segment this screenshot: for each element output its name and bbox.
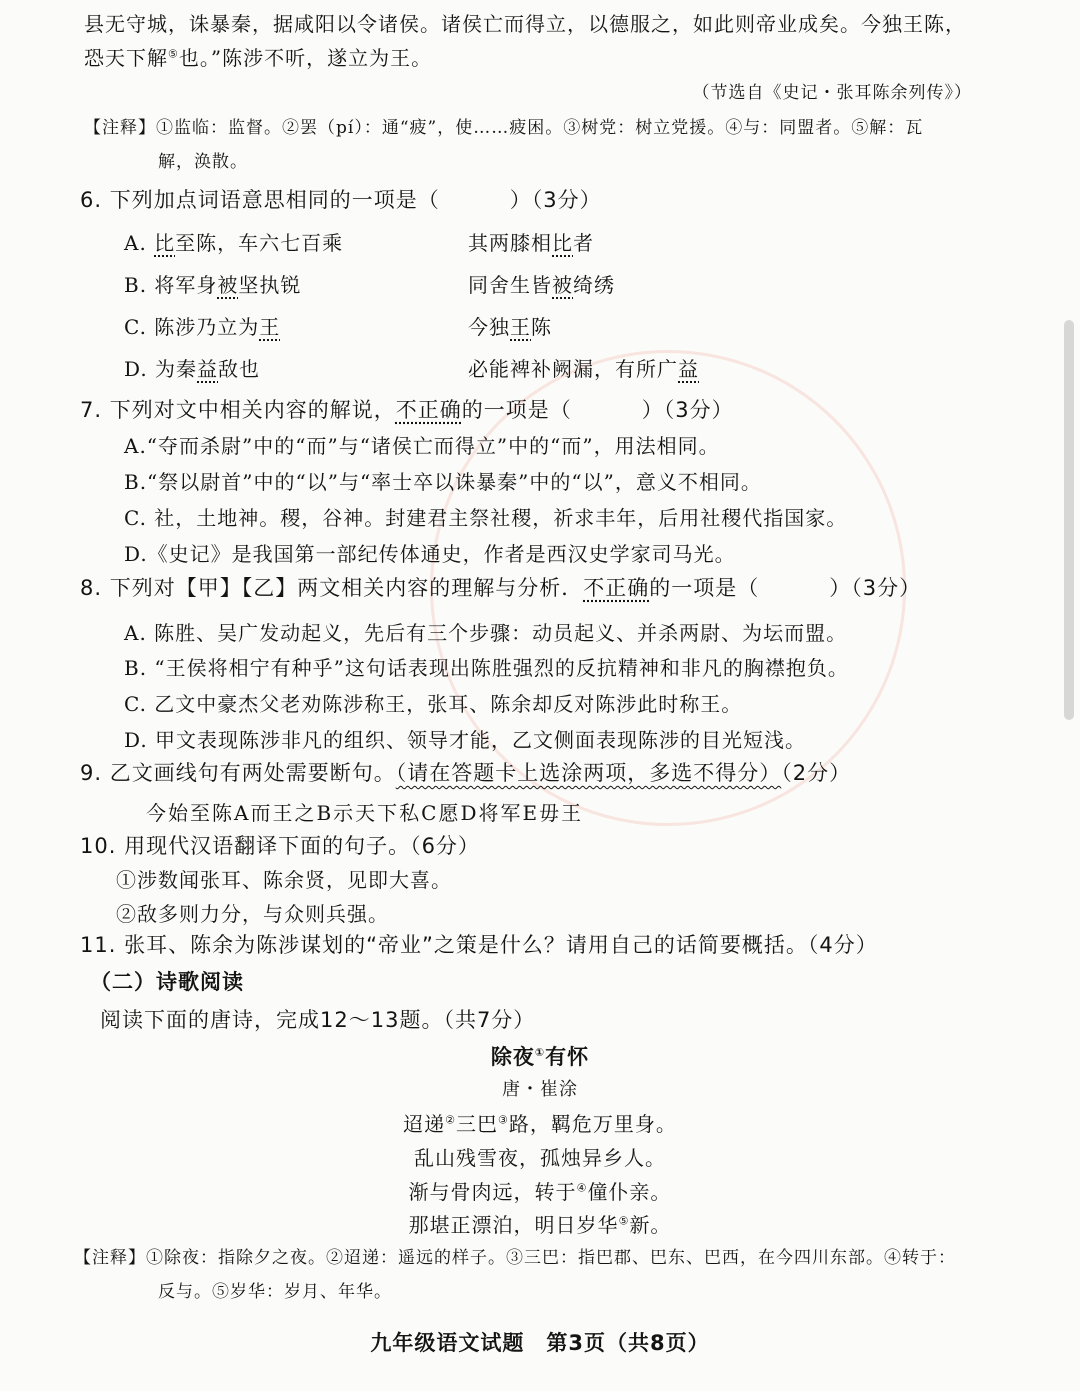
q6-option-d-left: D. 为秦益敌也 [124,357,261,381]
q7-stem: 7. 下列对文中相关内容的解说，不正确的一项是（ ）（3分） [80,398,734,422]
q7-option-a: A.“夺而杀尉”中的“而”与“诸侯亡而得立”中的“而”，用法相同。 [124,434,720,458]
section-heading: （二）诗歌阅读 [90,970,244,994]
q8-option-b: B. “王侯将相宁有种乎”这句话表现出陈胜强烈的反抗精神和非凡的胸襟抱负。 [124,656,849,680]
passage-line-1: 县无守城，诛暴秦，据咸阳以令诸侯。诸侯亡而得立，以德服之，如此则帝业成矣。今独王陈， [84,12,966,36]
q11-stem: 11. 张耳、陈余为陈涉谋划的“帝业”之策是什么？请用自己的话简要概括。（4分） [80,933,878,957]
poem-title: 除夜①有怀 [490,1045,590,1069]
q10-stem: 10. 用现代汉语翻译下面的句子。（6分） [80,834,480,858]
q9-sentence: 今始至陈A而王之B示天下私C愿D将军E毋王 [146,801,584,825]
q6-option-d-right: 必能裨补阙漏，有所广益 [468,357,699,381]
q8-option-a: A. 陈胜、吴广发动起义，先后有三个步骤：动员起义、并杀两尉、为坛而盟。 [124,621,848,645]
q9-stem: 9. 乙文画线句有两处需要断句。（请在答题卡上选涂两项，多选不得分）（2分） [80,761,852,785]
poem-line-2: 乱山残雪夜，孤烛异乡人。 [414,1146,666,1170]
q7-option-b: B.“祭以尉首”中的“以”与“率士卒以诛暴秦”中的“以”，意义不相同。 [124,470,762,494]
q8-option-c: C. 乙文中豪杰父老劝陈涉称王，张耳、陈余却反对陈涉此时称王。 [124,692,743,716]
page-footer: 九年级语文试题 第3页（共8页） [370,1331,710,1355]
q7-option-d: D.《史记》是我国第一部纪传体通史，作者是西汉史学家司马光。 [124,542,736,566]
q6-stem: 6. 下列加点词语意思相同的一项是（ ）（3分） [80,188,602,212]
q10-sentence-2: ②敌多则力分，与众则兵强。 [116,902,389,926]
q6-option-b-left: B. 将军身被坚执锐 [124,273,302,297]
passage-line-2: 恐天下解⑤也。”陈涉不听，遂立为王。 [84,46,433,70]
q6-option-c-left: C. 陈涉乃立为王 [124,315,281,339]
poem-line-1: 迢递②三巴③路，羁危万里身。 [403,1112,677,1136]
passage-source: （节选自《史记・张耳陈余列传》） [692,83,972,103]
poem-line-3: 渐与骨肉远，转于④僮仆亲。 [408,1180,672,1204]
poetry-instruction: 阅读下面的唐诗，完成12～13题。（共7分） [100,1008,536,1032]
poem-author: 唐・崔涂 [502,1079,578,1100]
q8-stem: 8. 下列对【甲】【乙】两文相关内容的理解与分析．不正确的一项是（ ）（3分） [80,576,922,600]
q6-option-b-right: 同舍生皆被绮绣 [468,273,615,297]
q7-option-c: C. 社，土地神。稷，谷神。封建君主祭社稷，祈求丰年，后用社稷代指国家。 [124,506,848,530]
q8-option-d: D. 甲文表现陈涉非凡的组织、领导才能，乙文侧面表现陈涉的目光短浅。 [124,728,807,752]
q6-option-a-left: A. 比至陈，车六七百乘 [124,231,344,255]
poem-note-line-1: 【注释】①除夜：指除夕之夜。②迢递：遥远的样子。③三巴：指巴郡、巴东、巴西，在今四川东部。④转于： [74,1248,956,1268]
poem-note-line-2: 反与。⑤岁华：岁月、年华。 [158,1282,392,1302]
passage-note-line-2: 解，涣散。 [158,152,248,172]
scrollbar[interactable] [1064,320,1074,720]
poem-line-4: 那堪正漂泊，明日岁华⑤新。 [408,1213,672,1237]
passage-note-line-1: 【注释】①监临：监督。②罢（pí）：通“疲”，使……疲困。③树党：树立党援。④与：同盟者。⑤解：瓦 [84,118,924,138]
q10-sentence-1: ①涉数闻张耳、陈余贤，见即大喜。 [116,868,452,892]
q6-option-c-right: 今独王陈 [468,315,552,339]
q6-option-a-right: 其两膝相比者 [468,231,594,255]
